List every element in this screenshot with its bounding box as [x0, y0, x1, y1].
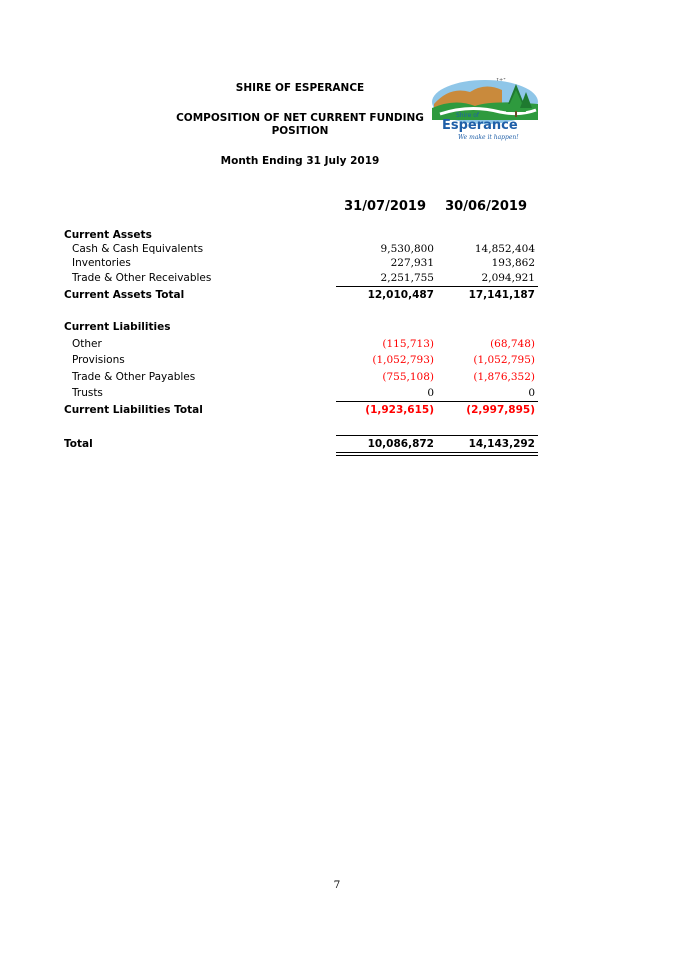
assets-subtotal-rule: [336, 286, 538, 287]
logo-brand: Esperance: [442, 118, 518, 133]
current-assets-total-label: Current Assets Total: [64, 289, 185, 301]
table-row: [64, 271, 538, 285]
column-header-current: 31/07/2019: [344, 199, 426, 214]
total-double-rule-2: [336, 455, 538, 456]
table-row: [64, 370, 538, 384]
grand-total-prior: 14,143,292: [468, 438, 535, 450]
grand-total-current: 10,086,872: [367, 438, 434, 450]
grand-total-label: Total: [64, 438, 93, 450]
org-name: SHIRE OF ESPERANCE: [235, 82, 365, 94]
row-value-prior: 14,852,404: [474, 243, 535, 255]
report-title-line2: POSITION: [271, 125, 329, 137]
row-label: Inventories: [72, 257, 131, 269]
report-title-line1: COMPOSITION OF NET CURRENT FUNDING: [176, 112, 424, 124]
current-liabilities-total-label: Current Liabilities Total: [64, 404, 203, 416]
row-label: Cash & Cash Equivalents: [72, 243, 204, 255]
report-title: [160, 112, 440, 138]
row-value-prior: 0: [528, 387, 535, 399]
svg-text:Y+*: Y+*: [496, 78, 506, 83]
current-assets-heading-row: [64, 228, 538, 242]
row-label: Other: [72, 338, 102, 350]
page-number: 7: [333, 879, 341, 891]
liabilities-subtotal-rule: [336, 401, 538, 402]
row-value-current: (115,713): [382, 338, 434, 350]
row-value-current: 9,530,800: [380, 243, 434, 255]
row-label: Trusts: [72, 387, 103, 399]
table-row: [64, 337, 538, 351]
current-liabilities-total-prior: (2,997,895): [466, 404, 535, 416]
table-row: [64, 353, 538, 367]
row-value-current: 0: [427, 387, 434, 399]
current-assets-total-prior: 17,141,187: [468, 289, 535, 301]
table-row: [64, 386, 538, 400]
current-assets-total-current: 12,010,487: [367, 289, 434, 301]
row-value-current: 227,931: [390, 257, 434, 269]
row-value-prior: 193,862: [491, 257, 535, 269]
total-double-rule-1: [336, 452, 538, 453]
logo-tagline: We make it happen!: [458, 134, 519, 141]
report-period: Month Ending 31 July 2019: [220, 155, 380, 167]
current-liabilities-heading-row: [64, 320, 538, 334]
shire-of-esperance-logo: [430, 78, 540, 148]
row-label: Provisions: [72, 354, 125, 366]
current-assets-heading: Current Assets: [64, 229, 152, 241]
row-value-prior: (1,876,352): [473, 371, 535, 383]
row-value-prior: (1,052,795): [473, 354, 535, 366]
current-liabilities-heading: Current Liabilities: [64, 321, 171, 333]
grand-total-row: [64, 437, 538, 451]
row-value-prior: (68,748): [490, 338, 535, 350]
row-value-current: (755,108): [382, 371, 434, 383]
logo-small-text: Shire of: [456, 112, 479, 119]
total-top-rule: [336, 435, 538, 436]
row-label: Trade & Other Receivables: [72, 272, 212, 284]
row-value-prior: 2,094,921: [481, 272, 535, 284]
row-value-current: 2,251,755: [380, 272, 434, 284]
column-header-prior: 30/06/2019: [445, 199, 527, 214]
table-row: [64, 256, 538, 270]
row-value-current: (1,052,793): [372, 354, 434, 366]
current-liabilities-total-row: [64, 403, 538, 417]
current-liabilities-total-current: (1,923,615): [365, 404, 434, 416]
current-assets-total-row: [64, 288, 538, 302]
row-label: Trade & Other Payables: [72, 371, 196, 383]
table-row: [64, 242, 538, 256]
